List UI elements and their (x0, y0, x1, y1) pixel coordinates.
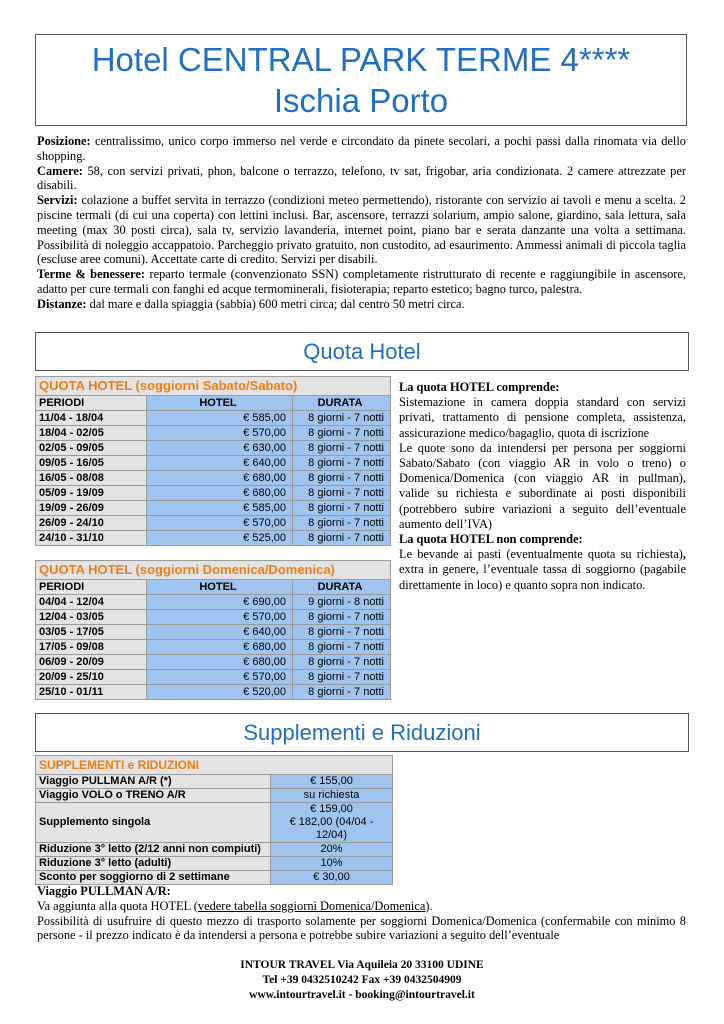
quota-section-title: Quota Hotel (35, 332, 689, 371)
supp-label: Viaggio PULLMAN A/R (*) (36, 775, 271, 789)
pullman-table-link[interactable]: vedere tabella soggiorni Domenica/Domenica (197, 898, 426, 913)
cell-hotel: € 585,00 (147, 501, 293, 516)
cell-periodo: 17/05 - 09/08 (36, 640, 147, 655)
non-comprende-comma: , (682, 547, 686, 562)
cell-periodo: 12/04 - 03/05 (36, 610, 147, 625)
table-row (36, 471, 391, 486)
supp-value: 10% (271, 857, 393, 871)
quota-notes (399, 380, 686, 593)
cell-hotel: € 630,00 (147, 441, 293, 456)
cell-hotel: € 640,00 (147, 625, 293, 640)
comprende-text-2: Le quote sono da intendersi per persona per soggiorni Sabato/Sabato (con viaggio AR in volo o treno) o Domenica/Domenica (con viaggio AR in pullman), valide su richiesta e subordinate ai posti disponibili (potrebbero subire variazioni a seguito dell’eventuale aumento dell’IVA) (399, 440, 686, 531)
cell-hotel: € 640,00 (147, 456, 293, 471)
table-row (36, 640, 391, 655)
cell-durata: 8 giorni - 7 notti (293, 625, 391, 640)
terme-text: reparto termale (convenzionato SSN) completamente ristrutturato di recente e raggiungibile in ascensore, adatto per cure termali con fanghi ed acque termominerali, fisioterapia; reparto estetico; bagno turco, palestra. (37, 267, 686, 296)
non-comprende-text-b: extra in genere, l’eventuale tassa di soggiorno (pagabile direttamente in loco) e quanto sopra non indicato. (399, 562, 686, 592)
supp-value: su richiesta (271, 789, 393, 803)
table-row (36, 501, 391, 516)
comprende-title: La quota HOTEL comprende: (399, 380, 560, 394)
table-title: QUOTA HOTEL (soggiorni Domenica/Domenica) (36, 561, 391, 580)
footer-phone: Tel +39 0432510242 Fax +39 0432504909 (262, 974, 462, 986)
supp-value: 20% (271, 843, 393, 857)
supplementi-section-title: Supplementi e Riduzioni (35, 713, 689, 752)
table-row (36, 516, 391, 531)
footer-address: INTOUR TRAVEL Via Aquileia 20 33100 UDINE (240, 959, 484, 971)
table-row (36, 456, 391, 471)
table-row (36, 857, 393, 871)
servizi-text: colazione a buffet servita in terrazzo (condizioni meteo permettendo), ristorante con servizio ai tavoli e menu a scelta. 2 piscine termali (di cui una coperta) con lettini inclusi. Bar, ascensore, terrazzi solarium, ampio salone, giardino, sala lettura, sala meeting (max 30 posti circa), sala tv, servizio lavanderia, internet point, piano bar e serata danzante una volta a settimana. Possibilità di noleggio accappatoio. Parcheggio privato gratuito, non custodito, ad esaurimento. Ammessi animali di piccola taglia (escluse aree comuni). Accettate carte di credito. Servizi per disabili. (37, 193, 686, 267)
cell-periodo: 02/05 - 09/05 (36, 441, 147, 456)
table-row (36, 426, 391, 441)
table-row (36, 610, 391, 625)
cell-periodo: 18/04 - 02/05 (36, 426, 147, 441)
price-table-domenica (35, 560, 391, 700)
hotel-title: Hotel CENTRAL PARK TERME 4**** (91, 41, 631, 78)
cell-periodo: 20/09 - 25/10 (36, 670, 147, 685)
table-title: SUPPLEMENTI e RIDUZIONI (36, 756, 393, 775)
cell-hotel: € 570,00 (147, 670, 293, 685)
supp-value (271, 803, 393, 843)
posizione-label: Posizione: (37, 134, 91, 148)
col-durata: DURATA (293, 396, 391, 411)
cell-hotel: € 585,00 (147, 411, 293, 426)
cell-durata: 8 giorni - 7 notti (293, 486, 391, 501)
supp-label: Viaggio VOLO o TRENO A/R (36, 789, 271, 803)
cell-periodo: 24/10 - 31/10 (36, 531, 147, 546)
supp-value-line2: € 182,00 (04/04 - 12/04) (289, 816, 374, 841)
cell-periodo: 19/09 - 26/09 (36, 501, 147, 516)
cell-periodo: 11/04 - 18/04 (36, 411, 147, 426)
footer (0, 958, 724, 1003)
non-comprende-title: La quota HOTEL non comprende: (399, 532, 583, 547)
cell-durata: 8 giorni - 7 notti (293, 516, 391, 531)
cell-durata: 8 giorni - 7 notti (293, 640, 391, 655)
col-durata: DURATA (293, 580, 391, 595)
cell-periodo: 16/05 - 08/08 (36, 471, 147, 486)
table-row (36, 531, 391, 546)
supp-label: Sconto per soggiorno di 2 settimane (36, 871, 271, 885)
distanze-label: Distanze: (37, 296, 87, 311)
col-hotel: HOTEL (147, 396, 293, 411)
cell-durata: 8 giorni - 7 notti (293, 670, 391, 685)
non-comprende-text-a: Le bevande ai pasti (eventualmente quota su richiesta) (399, 547, 683, 562)
supp-value-line1: € 159,00 (310, 803, 353, 815)
cell-periodo: 04/04 - 12/04 (36, 595, 147, 610)
table-row (36, 843, 393, 857)
cell-durata: 8 giorni - 7 notti (293, 441, 391, 456)
cell-hotel: € 525,00 (147, 531, 293, 546)
cell-hotel: € 690,00 (147, 595, 293, 610)
hotel-description (37, 134, 686, 312)
table-row (36, 655, 391, 670)
cell-durata: 9 giorni - 8 notti (293, 595, 391, 610)
table-row (36, 411, 391, 426)
cell-periodo: 06/09 - 20/09 (36, 655, 147, 670)
comprende-text: Sistemazione in camera doppia standard con servizi privati, trattamento di pensione completa, assistenza, assicurazione medico/bagaglio, quota di iscrizione (399, 395, 686, 440)
servizi-label: Servizi: (37, 193, 78, 208)
table-row (36, 685, 391, 700)
pullman-line1-b: ). (425, 898, 433, 913)
cell-hotel: € 520,00 (147, 685, 293, 700)
price-table-sabato (35, 376, 391, 546)
cell-hotel: € 570,00 (147, 610, 293, 625)
footer-web[interactable]: www.intourtravel.it - booking@intourtravel.it (249, 989, 475, 1001)
table-row (36, 625, 391, 640)
pullman-line2: Possibilità di usufruire di questo mezzo di trasporto solamente per soggiorni Domenica/Domenica (confermabile con minimo 8 persone - il prezzo indicato è da intendersi a persona e potrebbe subire variazioni a seguito dell’eventuale (37, 913, 686, 943)
table-row (36, 486, 391, 501)
pullman-title: Viaggio PULLMAN A/R: (37, 884, 171, 898)
cell-durata: 8 giorni - 7 notti (293, 655, 391, 670)
table-row (36, 803, 393, 843)
pullman-notes (37, 884, 686, 943)
camere-text: 58, con servizi privati, phon, balcone o terrazzo, telefono, tv sat, frigobar, aria condizionata. 2 camere attrezzate per disabili. (37, 163, 686, 193)
cell-durata: 8 giorni - 7 notti (293, 426, 391, 441)
cell-durata: 8 giorni - 7 notti (293, 456, 391, 471)
table-row (36, 670, 391, 685)
cell-durata: 8 giorni - 7 notti (293, 501, 391, 516)
cell-hotel: € 680,00 (147, 471, 293, 486)
supp-label: Riduzione 3° letto (2/12 anni non compiuti) (36, 843, 271, 857)
cell-durata: 8 giorni - 7 notti (293, 411, 391, 426)
cell-periodo: 09/05 - 16/05 (36, 456, 147, 471)
distanze-text: dal mare e dalla spiaggia (sabbia) 600 metri circa; dal centro 50 metri circa. (86, 296, 465, 311)
cell-durata: 8 giorni - 7 notti (293, 531, 391, 546)
col-periodi: PERIODI (36, 396, 147, 411)
cell-hotel: € 680,00 (147, 486, 293, 501)
pullman-line1-a: Va aggiunta alla quota HOTEL ( (37, 898, 198, 913)
cell-periodo: 25/10 - 01/11 (36, 685, 147, 700)
col-periodi: PERIODI (36, 580, 147, 595)
camere-label: Camere: (37, 163, 83, 178)
cell-hotel: € 680,00 (147, 655, 293, 670)
title-box (35, 34, 687, 126)
table-row (36, 775, 393, 789)
supp-label: Riduzione 3° letto (adulti) (36, 857, 271, 871)
table-row (36, 789, 393, 803)
table-row (36, 441, 391, 456)
cell-hotel: € 680,00 (147, 640, 293, 655)
table-title: QUOTA HOTEL (soggiorni Sabato/Sabato) (36, 377, 391, 396)
cell-hotel: € 570,00 (147, 426, 293, 441)
terme-label: Terme & benessere: (37, 267, 146, 282)
table-row (36, 595, 391, 610)
col-hotel: HOTEL (147, 580, 293, 595)
supp-label: Supplemento singola (36, 803, 271, 843)
cell-periodo: 26/09 - 24/10 (36, 516, 147, 531)
cell-durata: 8 giorni - 7 notti (293, 685, 391, 700)
supp-value: € 155,00 (271, 775, 393, 789)
cell-hotel: € 570,00 (147, 516, 293, 531)
supp-value: € 30,00 (271, 871, 393, 885)
table-row (36, 871, 393, 885)
cell-durata: 8 giorni - 7 notti (293, 471, 391, 486)
cell-periodo: 05/09 - 19/09 (36, 486, 147, 501)
cell-durata: 8 giorni - 7 notti (293, 610, 391, 625)
posizione-text: centralissimo, unico corpo immerso nel verde e circondato da pinete secolari, a pochi passi dalla rinomata via dello shopping. (37, 134, 686, 163)
hotel-location: Ischia Porto (273, 82, 449, 119)
cell-periodo: 03/05 - 17/05 (36, 625, 147, 640)
supplementi-table (35, 755, 393, 885)
